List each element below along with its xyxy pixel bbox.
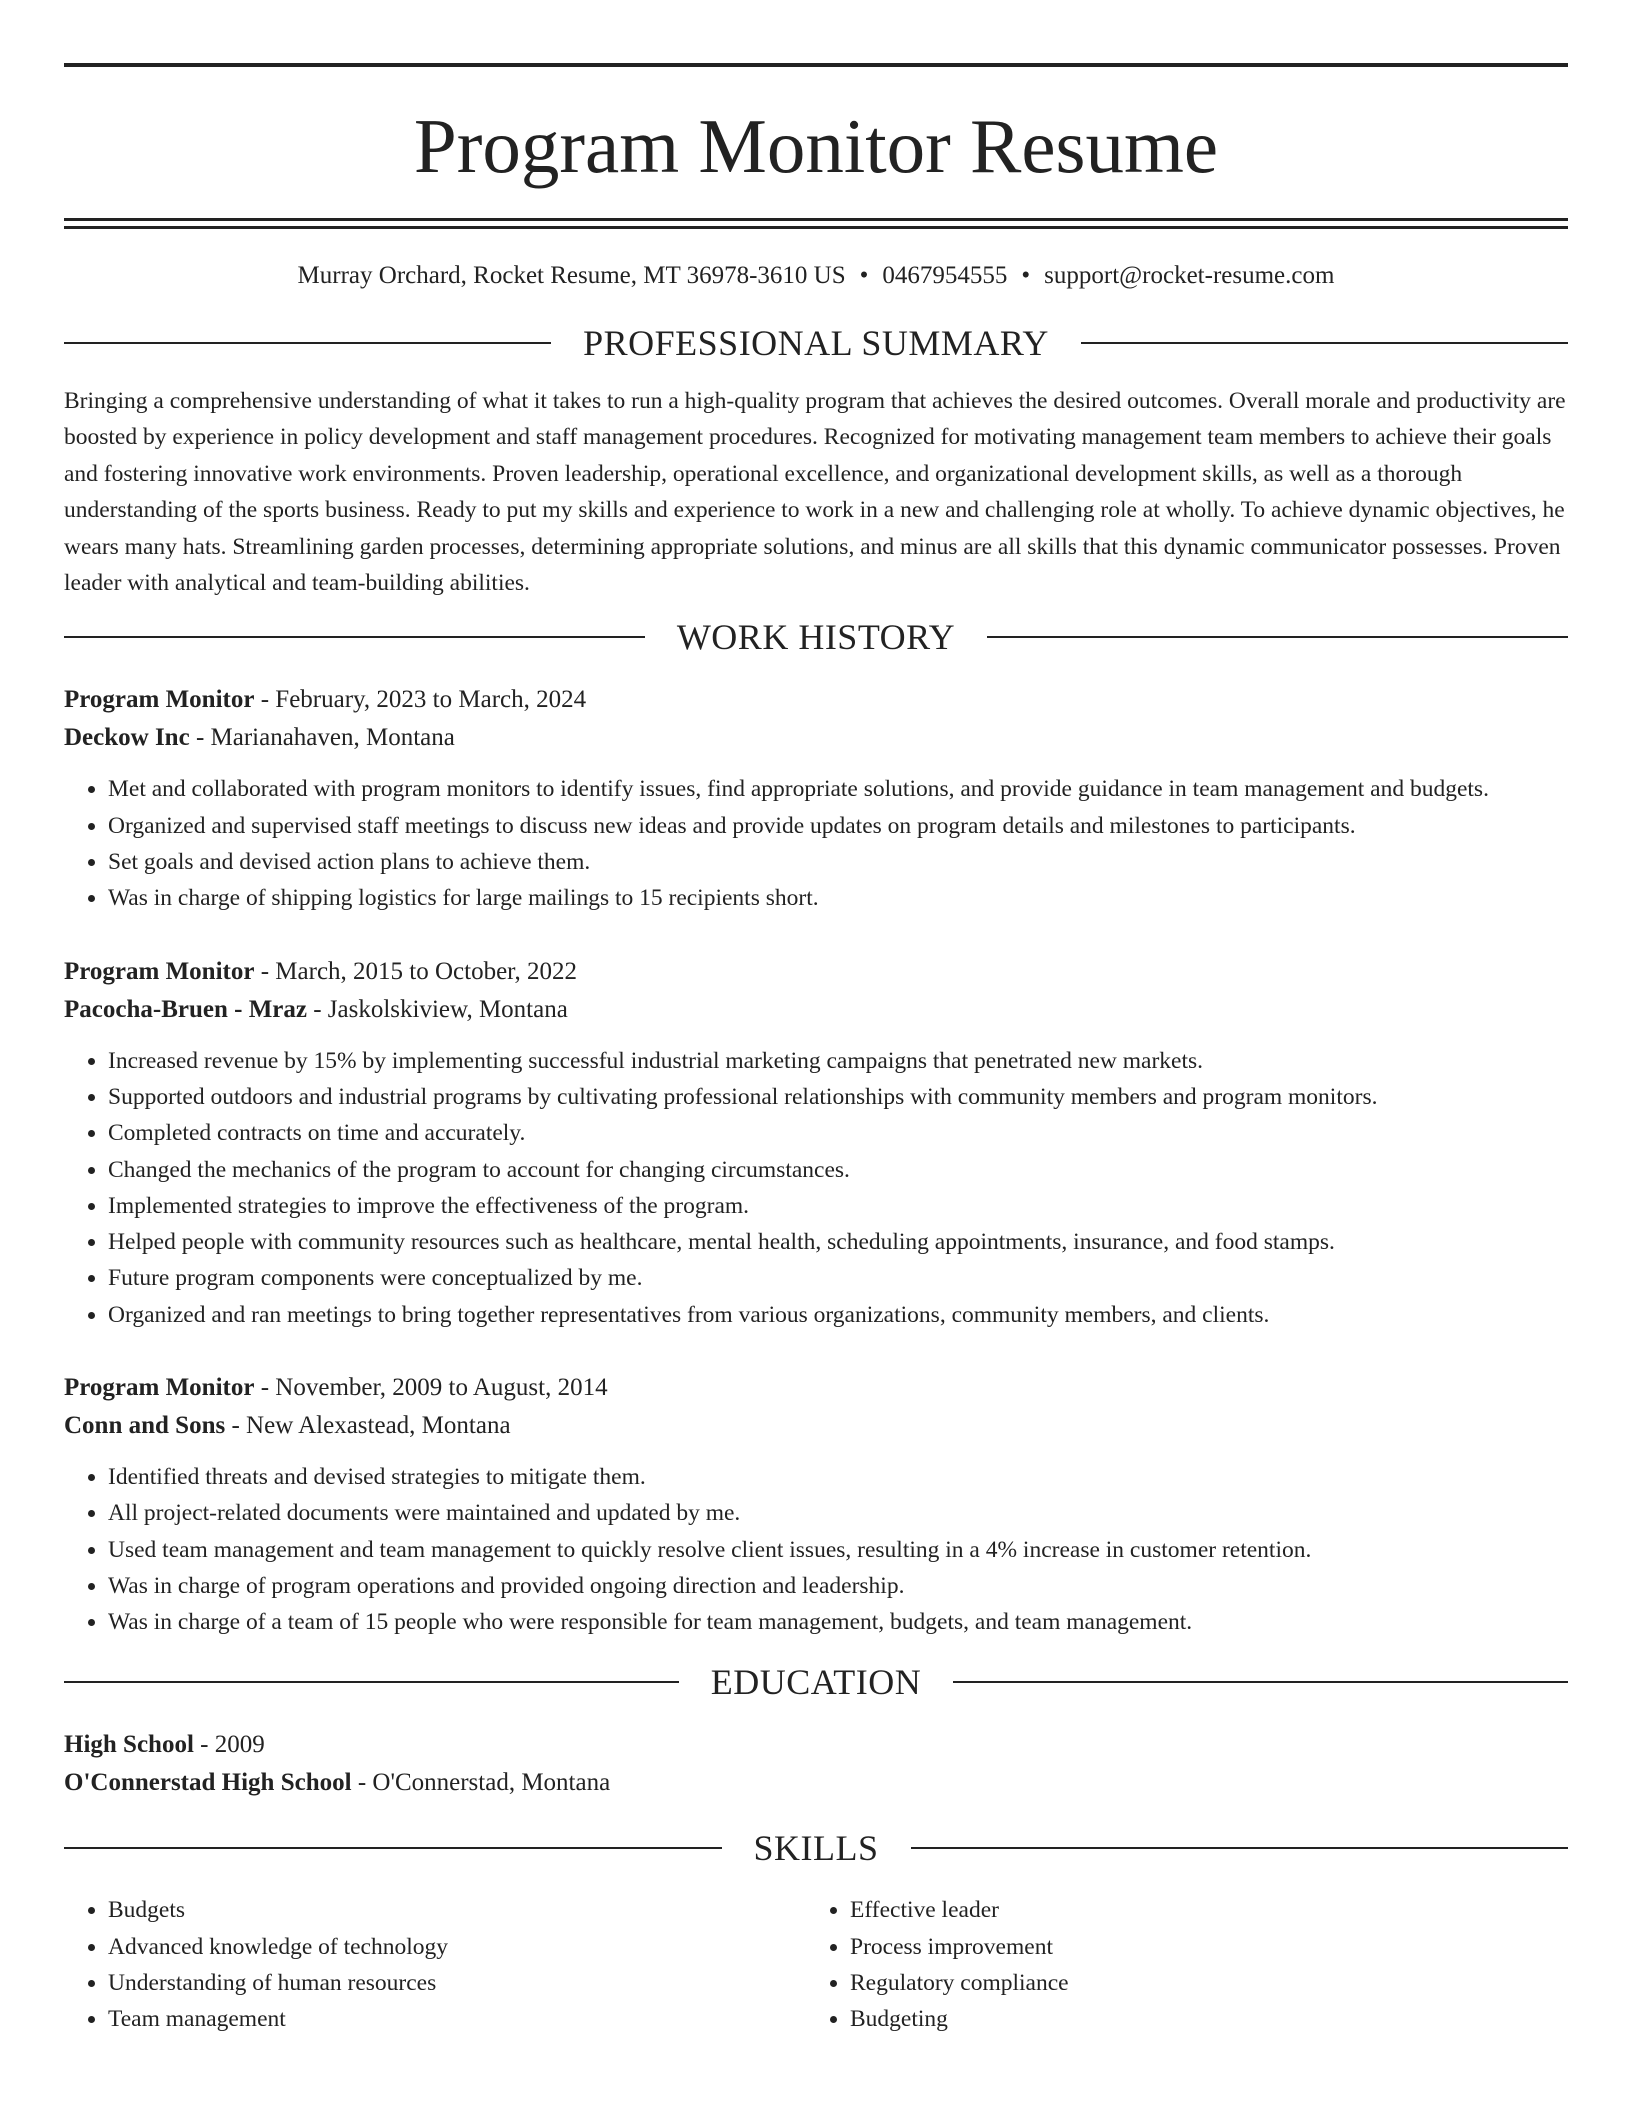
education-year: - 2009	[193, 1731, 265, 1759]
job-company-line	[64, 719, 1568, 757]
summary-text: Bringing a comprehensive understanding of what it takes to run a high-quality program that achieves the desired outcomes. Overall morale and productivity are boosted by experience in policy development and staff management procedures. Recognized for motivating management team members to achieve their goals and fostering innovative work environments. Proven leadership, operational excellence, and organizational development skills, as well as a thorough understanding of the sports business. Ready to put my skills and experience to work in a new and challenging role at wholly. To achieve dynamic objectives, he wears many hats. Streamlining garden processes, determining appropriate solutions, and minus are all skills that this dynamic communicator possesses. Proven leader with analytical and team-building abilities.	[64, 388, 1566, 597]
divider	[953, 1681, 1568, 1683]
job-title: Program Monitor	[64, 957, 255, 985]
job-bullet: • All project-related documents were maintained and updated by me.	[108, 1495, 1568, 1531]
job-bullet: • Organized and ran meetings to bring together representatives from various organizations, community members, and clients.	[108, 1297, 1568, 1333]
skills-column-right	[806, 1892, 1548, 2037]
section-header-skills	[64, 1826, 1568, 1870]
resume-page	[64, 0, 1568, 2038]
job-title-line	[64, 681, 1568, 719]
job-entry	[64, 953, 1568, 1333]
title-double-rule	[64, 218, 1568, 229]
job-bullet: • Completed contracts on time and accurately.	[108, 1115, 1568, 1151]
divider	[987, 636, 1568, 638]
job-company: Deckow Inc	[64, 724, 190, 752]
section-header-education	[64, 1660, 1568, 1704]
section-title-skills: SKILLS	[753, 1828, 879, 1869]
job-bullets	[64, 771, 1568, 916]
contact-separator: •	[859, 262, 869, 289]
work-history-list	[64, 681, 1568, 1640]
job-company: Pacocha-Bruen - Mraz	[64, 995, 307, 1023]
job-bullet: • Met and collaborated with program monitors to identify issues, find appropriate solutions, and provide guidance in team management and budgets.	[108, 771, 1568, 807]
contact-line	[64, 259, 1568, 293]
job-bullet: • Was in charge of shipping logistics for large mailings to 15 recipients short.	[108, 880, 1568, 916]
skill-item: • Budgets	[108, 1892, 806, 1928]
job-dates: - March, 2015 to October, 2022	[254, 957, 578, 985]
job-title-line	[64, 1369, 1568, 1407]
education-degree-line	[64, 1726, 1568, 1764]
contact-phone: 0467954555	[882, 262, 1008, 289]
job-bullet: • Increased revenue by 15% by implementing successful industrial marketing campaigns that penetrated new markets.	[108, 1043, 1568, 1079]
job-bullet: • Set goals and devised action plans to achieve them.	[108, 844, 1568, 880]
job-bullets	[64, 1459, 1568, 1640]
divider	[911, 1847, 1569, 1849]
divider	[64, 636, 645, 638]
skill-item: • Team management	[108, 2001, 806, 2037]
job-title: Program Monitor	[64, 1374, 255, 1401]
job-location: - Jaskolskiview, Montana	[306, 995, 568, 1023]
education-school-line	[64, 1764, 1568, 1802]
skills-column-left	[64, 1892, 806, 2037]
job-entry	[64, 1369, 1568, 1640]
skill-item: • Budgeting	[850, 2001, 1548, 2037]
job-company-line	[64, 1407, 1568, 1445]
education-location: - O'Connerstad, Montana	[351, 1769, 611, 1797]
job-location: - New Alexastead, Montana	[225, 1412, 511, 1439]
skills-list	[64, 1892, 1568, 2037]
skill-item: • Effective leader	[850, 1892, 1548, 1928]
education-degree: High School	[64, 1731, 194, 1759]
job-bullet: • Was in charge of a team of 15 people who were responsible for team management, budgets, and team management.	[108, 1604, 1568, 1640]
job-entry	[64, 681, 1568, 916]
job-bullet: • Changed the mechanics of the program to account for changing circumstances.	[108, 1152, 1568, 1188]
job-bullet: • Implemented strategies to improve the effectiveness of the program.	[108, 1188, 1568, 1224]
section-header-work	[64, 615, 1568, 659]
divider	[64, 1847, 722, 1849]
divider	[1081, 342, 1568, 344]
contact-address: Murray Orchard, Rocket Resume, MT 36978-3610 US	[297, 262, 846, 289]
job-bullet: • Used team management and team management to quickly resolve client issues, resulting in a 4% increase in customer retention.	[108, 1532, 1568, 1568]
section-title-education: EDUCATION	[710, 1662, 922, 1703]
divider	[64, 1681, 679, 1683]
page-title: Program Monitor Resume	[413, 103, 1219, 189]
job-dates: - November, 2009 to August, 2014	[254, 1374, 608, 1401]
skill-item: • Advanced knowledge of technology	[108, 1929, 806, 1965]
contact-email: support@rocket-resume.com	[1044, 262, 1335, 289]
section-title-work: WORK HISTORY	[676, 617, 956, 658]
job-bullet: • Helped people with community resources such as healthcare, mental health, scheduling appointments, insurance, and food stamps.	[108, 1224, 1568, 1260]
education-entry	[64, 1726, 1568, 1802]
skill-item: • Process improvement	[850, 1929, 1548, 1965]
job-title: Program Monitor	[64, 686, 255, 714]
job-bullet: • Was in charge of program operations and provided ongoing direction and leadership.	[108, 1568, 1568, 1604]
contact-separator: •	[1021, 262, 1031, 289]
job-title-line	[64, 953, 1568, 991]
job-bullet: • Organized and supervised staff meetings to discuss new ideas and provide updates on program details and milestones to participants.	[108, 808, 1568, 844]
job-company: Conn and Sons	[64, 1412, 226, 1439]
section-header-summary	[64, 321, 1568, 365]
job-bullets	[64, 1043, 1568, 1333]
job-company-line	[64, 991, 1568, 1029]
divider	[64, 342, 551, 344]
job-bullet: • Future program components were conceptualized by me.	[108, 1260, 1568, 1296]
skill-item: • Understanding of human resources	[108, 1965, 806, 2001]
job-location: - Marianahaven, Montana	[189, 724, 455, 752]
job-bullet: • Supported outdoors and industrial programs by cultivating professional relationships with community members and program monitors.	[108, 1079, 1568, 1115]
job-dates: - February, 2023 to March, 2024	[254, 686, 587, 714]
section-title-summary: PROFESSIONAL SUMMARY	[583, 323, 1049, 363]
education-school: O'Connerstad High School	[64, 1769, 352, 1797]
job-bullet: • Identified threats and devised strategies to mitigate them.	[108, 1459, 1568, 1495]
skill-item: • Regulatory compliance	[850, 1965, 1548, 2001]
